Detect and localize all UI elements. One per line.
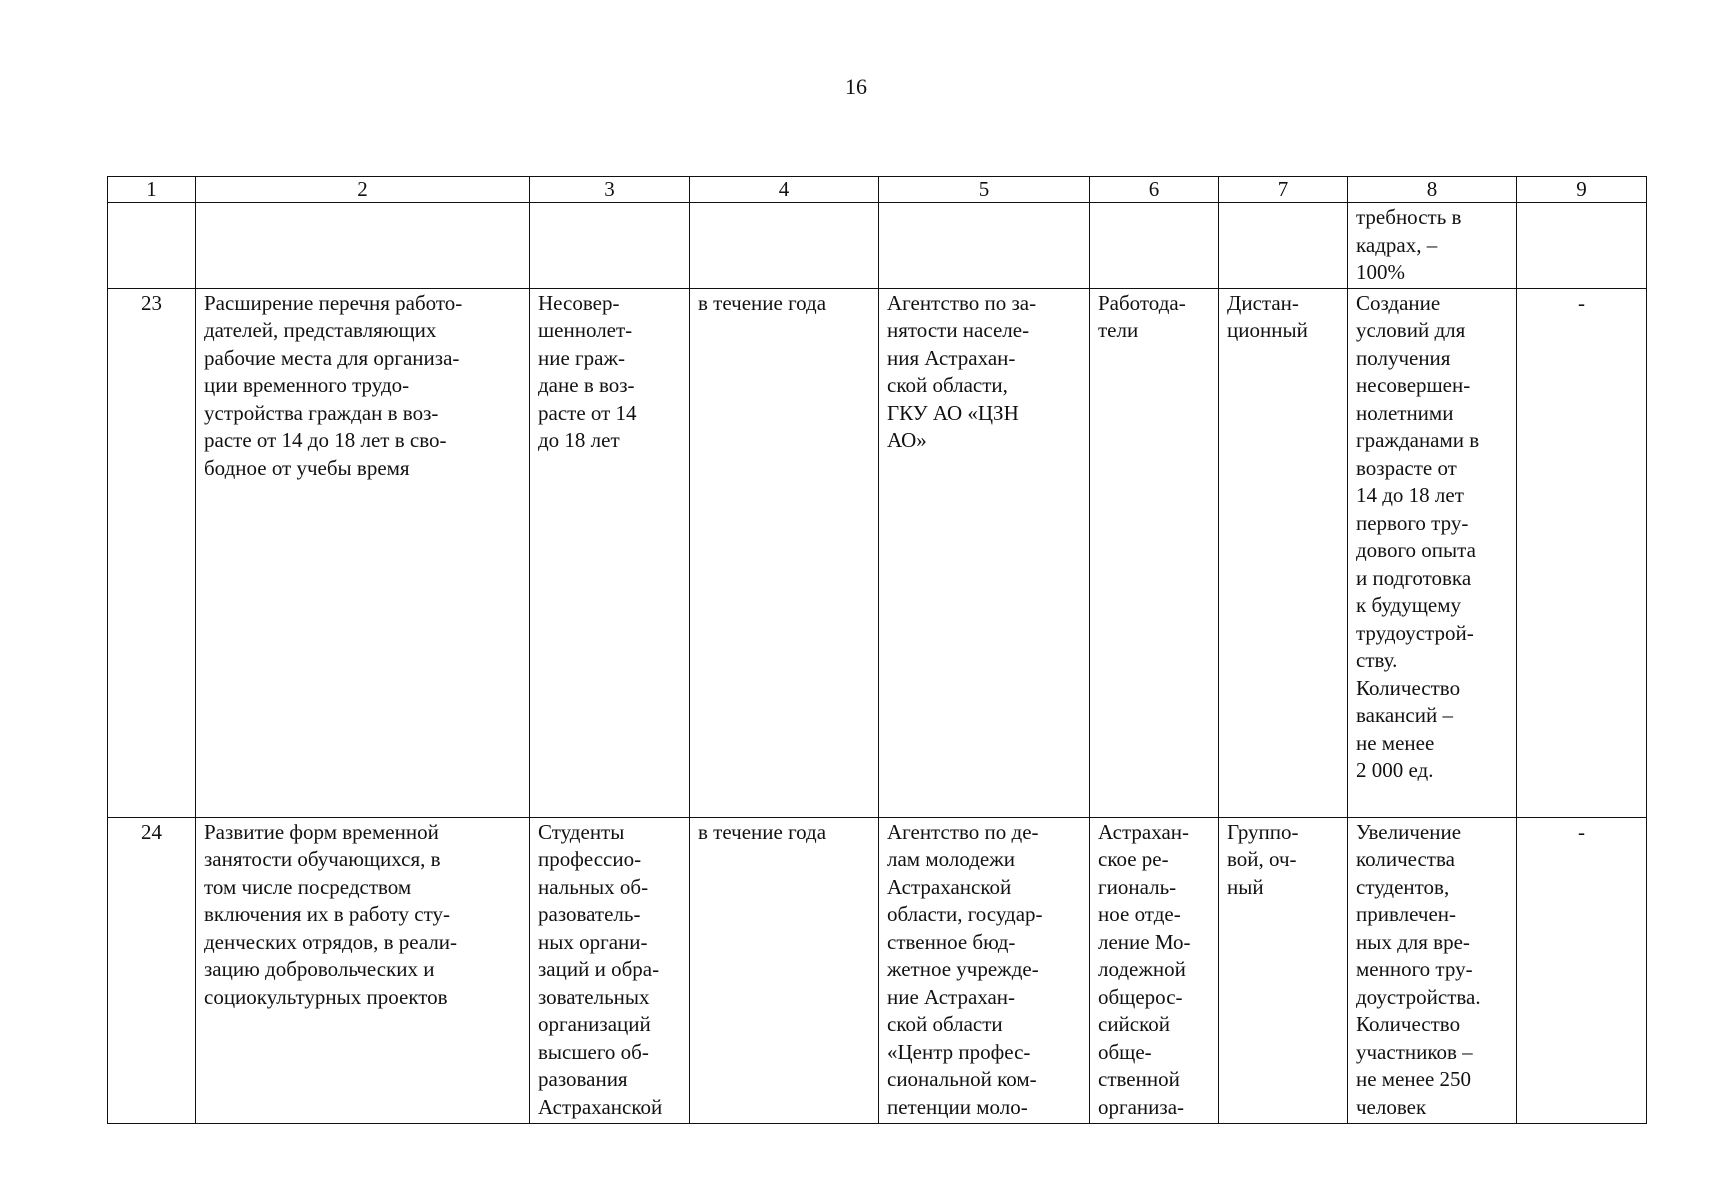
cell-target-group: Несовер- шеннолет- ние граж- дане в воз- расте от 14 до 18 лет (530, 288, 690, 817)
column-number-row (108, 177, 1647, 203)
column-header: 9 (1517, 177, 1647, 203)
cell-partners: Работода- тели (1090, 288, 1219, 817)
page-number: 16 (845, 74, 867, 99)
cell-result: требность в кадрах, – 100% (1348, 203, 1517, 289)
table-row-continuation (108, 203, 1647, 289)
cell-period (690, 203, 879, 289)
cell-executors (879, 203, 1090, 289)
cell-executors: Агентство по де- лам молодежи Астраханской области, государ- ственное бюд- жетное учрежде- ние Астрахан- ской области «Центр профес- сиональной ком- петенции моло- (879, 817, 1090, 1123)
cell-target-group (530, 203, 690, 289)
cell-number: 24 (108, 817, 196, 1123)
column-header: 3 (530, 177, 690, 203)
column-header: 4 (690, 177, 879, 203)
cell-note: - (1517, 817, 1647, 1123)
cell-format: Дистан- ционный (1219, 288, 1348, 817)
column-header: 1 (108, 177, 196, 203)
cell-measure: Развитие форм временной занятости обучающихся, в том числе посредством включения их в работу сту- денческих отрядов, в реали- зацию добровольческих и социокультурных проектов (196, 817, 530, 1123)
column-header: 5 (879, 177, 1090, 203)
cell-result: Увеличение количества студентов, привлечен- ных для вре- менного тру- доустройства. Количество участников – не менее 250 человек (1348, 817, 1517, 1123)
cell-note (1517, 203, 1647, 289)
cell-format: Группо- вой, оч- ный (1219, 817, 1348, 1123)
cell-note: - (1517, 288, 1647, 817)
cell-number: 23 (108, 288, 196, 817)
cell-number (108, 203, 196, 289)
cell-format (1219, 203, 1348, 289)
column-header: 6 (1090, 177, 1219, 203)
table-row-24 (108, 817, 1647, 1123)
cell-period: в течение года (690, 288, 879, 817)
column-header: 7 (1219, 177, 1348, 203)
measures-table (107, 176, 1647, 1124)
cell-measure (196, 203, 530, 289)
cell-partners: Астрахан- ское ре- гиональ- ное отде- ление Мо- лодежной общерос- сийской обще- ственной организа- (1090, 817, 1219, 1123)
cell-target-group: Студенты профессио- нальных об- разователь- ных органи- заций и обра- зовательных организаций высшего об- разования Астраханской (530, 817, 690, 1123)
column-header: 8 (1348, 177, 1517, 203)
cell-partners (1090, 203, 1219, 289)
cell-measure: Расширение перечня работо- дателей, представляющих рабочие места для организа- ции временного трудо- устройства граждан в воз- расте от 14 до 18 лет в сво- бодное от учебы время (196, 288, 530, 817)
cell-period: в течение года (690, 817, 879, 1123)
cell-executors: Агентство по за- нятости населе- ния Астрахан- ской области, ГКУ АО «ЦЗН АО» (879, 288, 1090, 817)
cell-result: Создание условий для получения несовершен- нолетними гражданами в возрасте от 14 до 18 лет первого тру- дового опыта и подготовка к будущему трудоустрой- ству. Количество вакансий – не менее 2 000 ед. (1348, 288, 1517, 817)
table-row-23 (108, 288, 1647, 817)
column-header: 2 (196, 177, 530, 203)
